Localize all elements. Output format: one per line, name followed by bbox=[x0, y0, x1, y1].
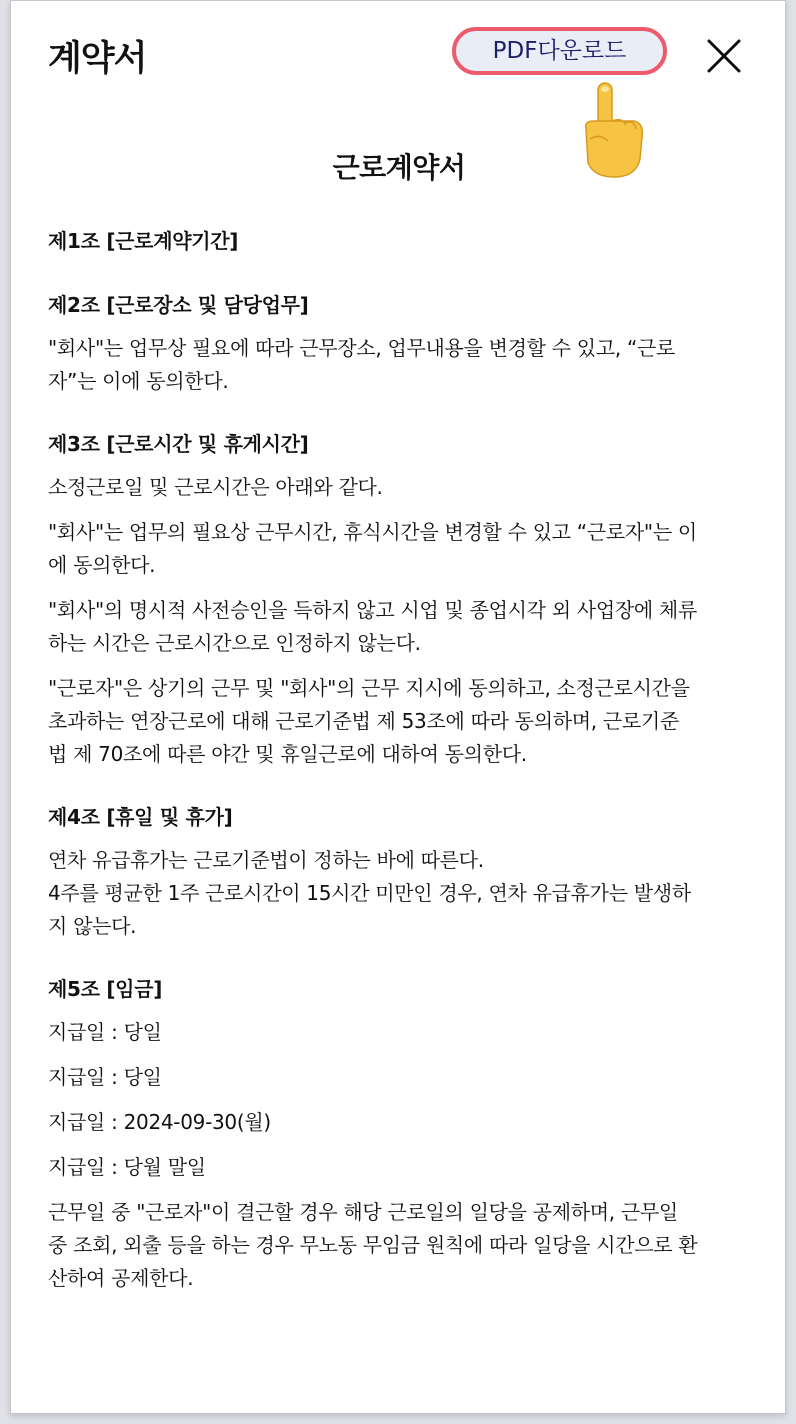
section-paragraph: 지급일 : 당일 bbox=[48, 1020, 162, 1044]
contract-modal bbox=[10, 0, 786, 1414]
close-icon[interactable] bbox=[706, 38, 742, 74]
section-paragraph: 지급일 : 2024-09-30(월) bbox=[48, 1110, 271, 1134]
section-paragraph: "회사"의 명시적 사전승인을 득하지 않고 시업 및 종업시각 외 사업장에 체류 하는 시간은 근로시간으로 인정하지 않는다. bbox=[48, 598, 697, 655]
section-title: 제2조 [근로장소 및 담당업무] bbox=[48, 293, 309, 317]
section-paragraph: "근로자"은 상기의 근무 및 "회사"의 근무 지시에 동의하고, 소정근로시간을 초과하는 연장근로에 대해 근로기준법 제 53조에 따라 동의하며, 근로기준 법 제 70조에 따른 야간 및 휴일근로에 대하여 동의한다. bbox=[48, 676, 690, 766]
document-title: 근로계약서 bbox=[332, 151, 466, 184]
document-body bbox=[48, 223, 758, 1323]
section-title: 제5조 [임금] bbox=[48, 977, 163, 1001]
contract-section bbox=[48, 799, 758, 943]
section-paragraph: 연차 유급휴가는 근로기준법이 정하는 바에 따른다. 4주를 평균한 1주 근로시간이 15시간 미만인 경우, 연차 유급휴가는 발생하 지 않는다. bbox=[48, 848, 691, 938]
section-title: 제1조 [근로계약기간] bbox=[48, 229, 239, 253]
contract-section bbox=[48, 971, 758, 1295]
section-paragraph: 지급일 : 당월 말일 bbox=[48, 1155, 206, 1179]
section-paragraph: 근무일 중 "근로자"이 결근할 경우 해당 근로일의 일당을 공제하며, 근무일 중 조회, 외출 등을 하는 경우 무노동 무임금 원칙에 따라 일당을 시간으로 환 산하여 공제한다. bbox=[48, 1200, 698, 1290]
pdf-download-button[interactable]: PDF다운로드 bbox=[452, 27, 667, 75]
contract-section bbox=[48, 426, 758, 771]
section-paragraph: "회사"는 업무상 필요에 따라 근무장소, 업무내용을 변경할 수 있고, “근로 자”는 이에 동의한다. bbox=[48, 336, 676, 393]
contract-section bbox=[48, 223, 758, 259]
modal-title: 계약서 bbox=[48, 39, 147, 79]
section-paragraph: 소정근로일 및 근로시간은 아래와 같다. bbox=[48, 475, 383, 499]
section-paragraph: "회사"는 업무의 필요상 근무시간, 휴식시간을 변경할 수 있고 “근로자"는 이 에 동의한다. bbox=[48, 520, 697, 577]
contract-section bbox=[48, 287, 758, 398]
section-paragraph: 지급일 : 당일 bbox=[48, 1065, 162, 1089]
section-title: 제3조 [근로시간 및 휴게시간] bbox=[48, 432, 309, 456]
section-title: 제4조 [휴일 및 휴가] bbox=[48, 805, 233, 829]
